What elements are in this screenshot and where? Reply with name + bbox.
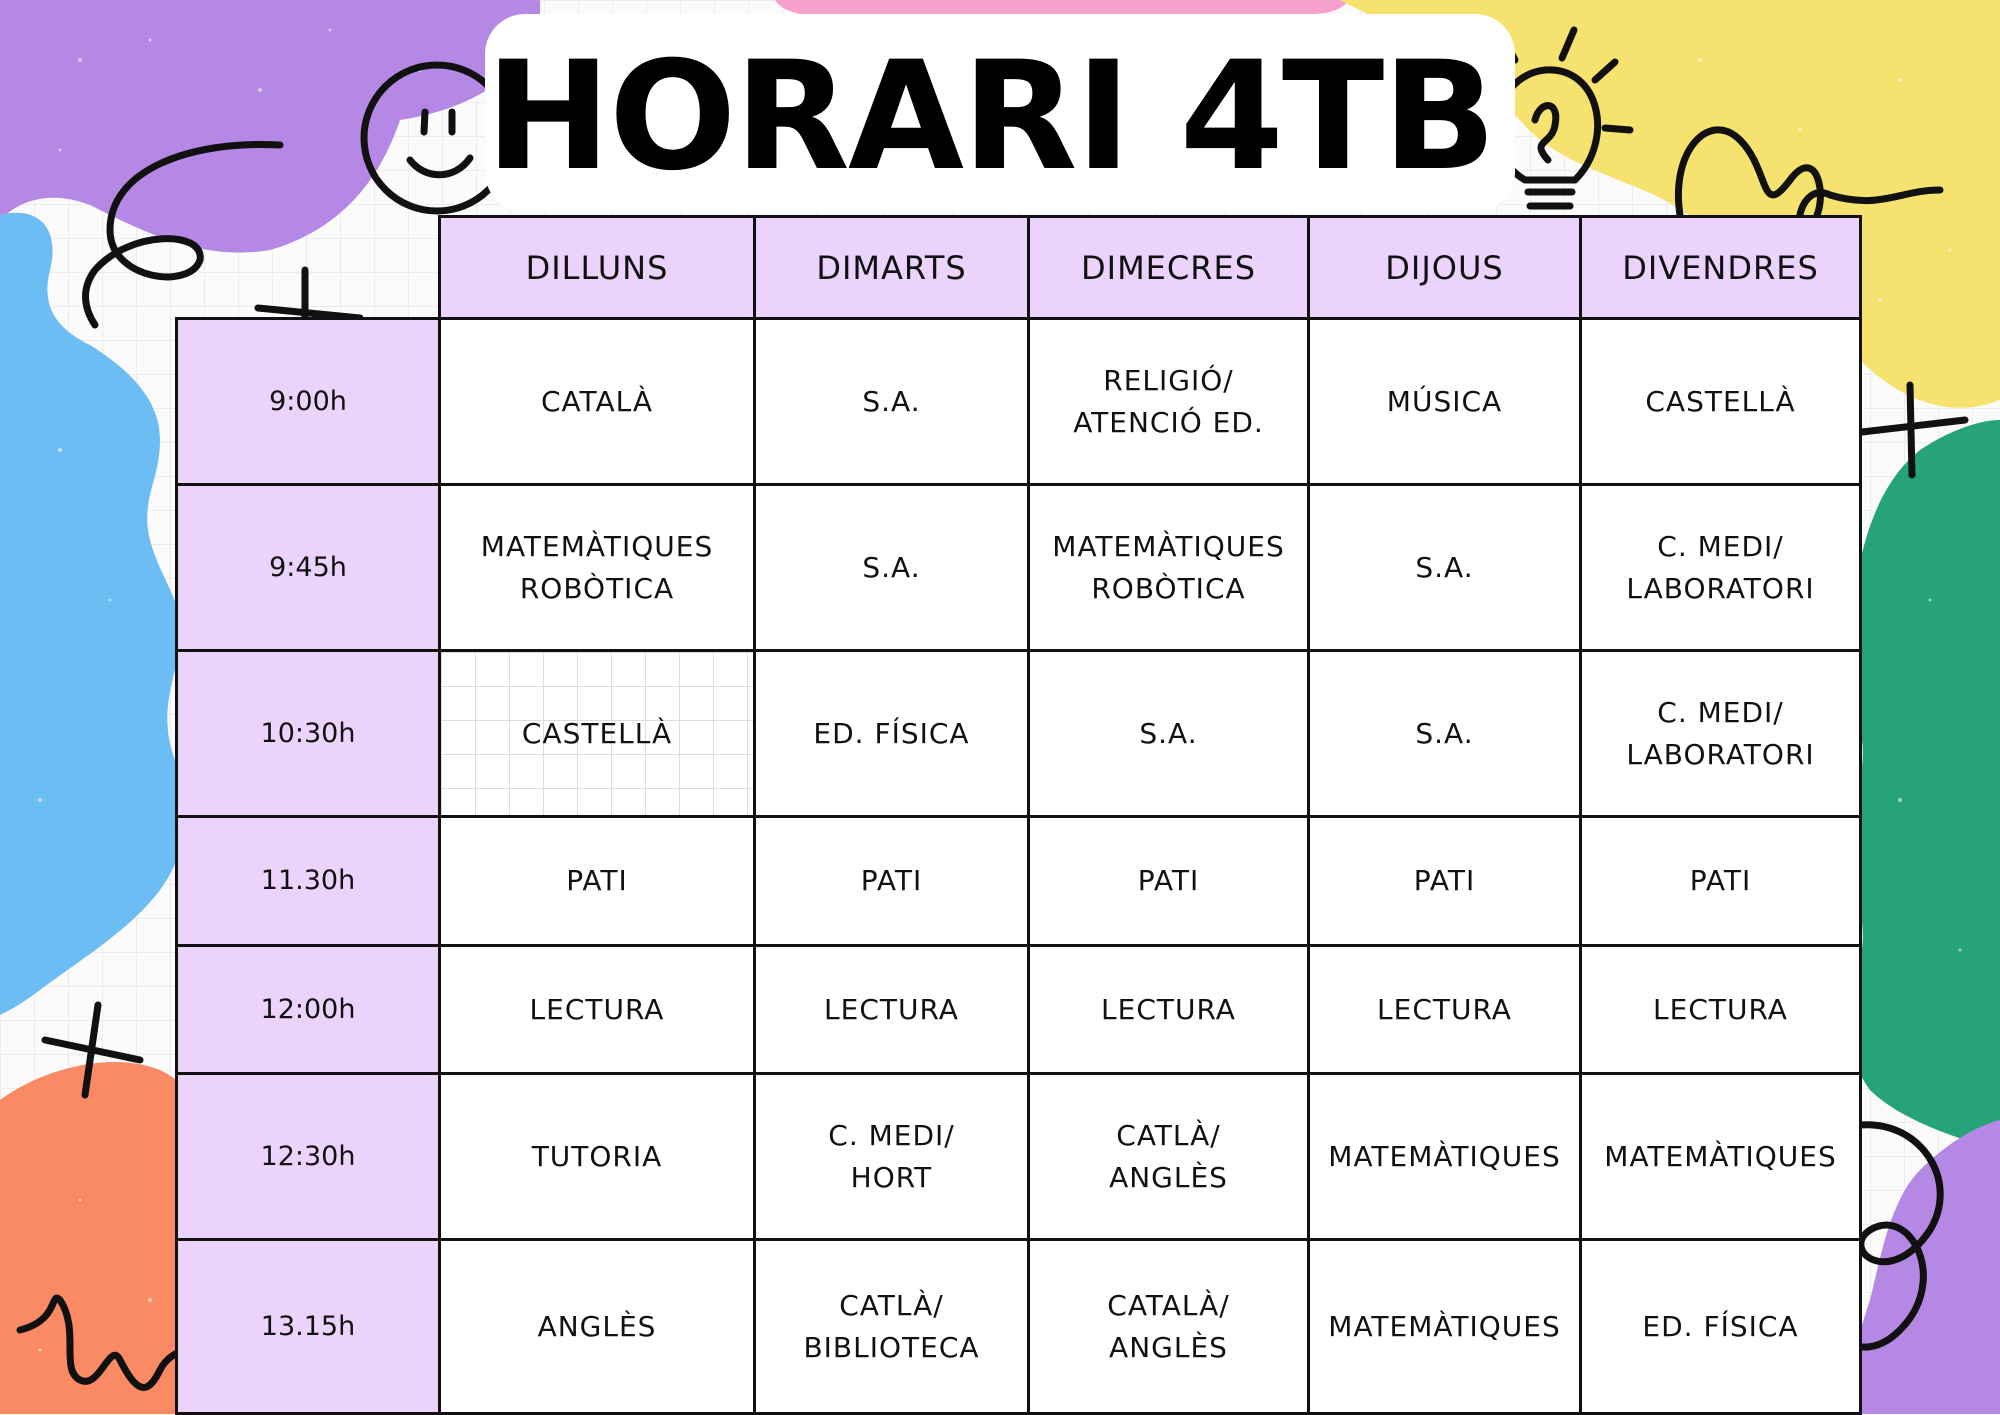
class-cell: S.A. (1307, 483, 1582, 652)
day-header-dijous: DIJOUS (1307, 215, 1582, 320)
class-cell: PATI (1027, 815, 1310, 947)
class-cell: ED. FÍSICA (753, 649, 1030, 818)
day-header-dimarts: DIMARTS (753, 215, 1030, 320)
class-cell: PATI (1579, 815, 1862, 947)
time-slot: 12:00h (175, 944, 441, 1075)
class-cell: CASTELLÀ (438, 649, 756, 818)
class-cell: LECTURA (1027, 944, 1310, 1075)
day-header-divendres: DIVENDRES (1579, 215, 1862, 320)
class-cell: MATEMÀTIQUES (1579, 1072, 1862, 1241)
class-cell: ANGLÈS (438, 1238, 756, 1415)
class-cell: TUTORIA (438, 1072, 756, 1241)
class-cell: LECTURA (438, 944, 756, 1075)
time-slot: 9:45h (175, 483, 441, 652)
class-cell: CATLÀ/ ANGLÈS (1027, 1072, 1310, 1241)
class-cell: MATEMÀTIQUES (1307, 1238, 1582, 1415)
class-cell: MATEMÀTIQUES ROBÒTICA (438, 483, 756, 652)
time-slot: 12:30h (175, 1072, 441, 1241)
class-cell: ED. FÍSICA (1579, 1238, 1862, 1415)
class-cell: S.A. (1307, 649, 1582, 818)
class-cell: C. MEDI/ HORT (753, 1072, 1030, 1241)
time-slot: 10:30h (175, 649, 441, 818)
class-cell: MATEMÀTIQUES (1307, 1072, 1582, 1241)
time-slot: 9:00h (175, 317, 441, 486)
page-title: HORARI 4TB (485, 30, 1495, 204)
day-header-dimecres: DIMECRES (1027, 215, 1310, 320)
class-cell: LECTURA (1307, 944, 1582, 1075)
class-cell: CATLÀ/ BIBLIOTECA (753, 1238, 1030, 1415)
time-slot: 13.15h (175, 1238, 441, 1415)
class-cell: LECTURA (1579, 944, 1862, 1075)
class-cell: S.A. (753, 317, 1030, 486)
class-cell: S.A. (1027, 649, 1310, 818)
class-cell: MATEMÀTIQUES ROBÒTICA (1027, 483, 1310, 652)
class-cell: C. MEDI/ LABORATORI (1579, 483, 1862, 652)
class-cell: CASTELLÀ (1579, 317, 1862, 486)
class-cell: LECTURA (753, 944, 1030, 1075)
day-header-dilluns: DILLUNS (438, 215, 756, 320)
class-cell: S.A. (753, 483, 1030, 652)
class-cell: PATI (438, 815, 756, 947)
class-cell: CATALÀ (438, 317, 756, 486)
class-cell: MÚSICA (1307, 317, 1582, 486)
class-cell: PATI (1307, 815, 1582, 947)
time-slot: 11.30h (175, 815, 441, 947)
class-cell: CATALÀ/ ANGLÈS (1027, 1238, 1310, 1415)
class-cell: PATI (753, 815, 1030, 947)
class-cell: RELIGIÓ/ ATENCIÓ ED. (1027, 317, 1310, 486)
class-cell: C. MEDI/ LABORATORI (1579, 649, 1862, 818)
